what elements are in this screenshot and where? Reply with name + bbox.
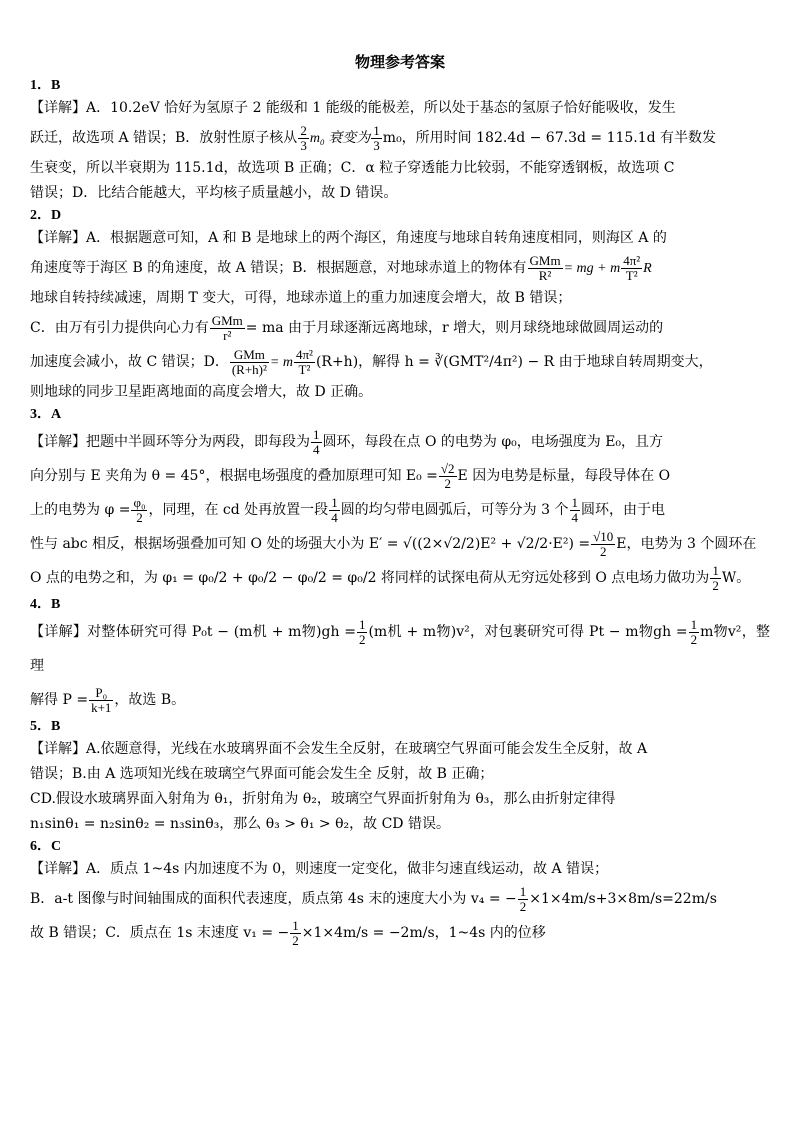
answer-page: [30, 52, 770, 950]
q2-heading: 2．D: [30, 208, 62, 223]
q1-text: m₀ 衰变为: [309, 131, 371, 146]
q2-text: = mg + m: [563, 261, 621, 276]
fraction: [621, 254, 642, 283]
denominator: T²: [298, 361, 311, 377]
fraction: [439, 462, 457, 491]
fraction: [689, 618, 700, 647]
denominator: 2: [292, 932, 299, 948]
q6-text: ×1×4m/s = −2m/s，1~4s 内的位移: [301, 925, 546, 941]
numerator: 1: [690, 616, 698, 632]
numerator: 1: [373, 122, 380, 138]
fraction: [294, 348, 315, 377]
q3-text: E 因为电势是标量，每段导体在 O: [457, 468, 671, 484]
fraction: [329, 496, 340, 525]
numerator: 1: [519, 883, 527, 899]
q2-text: 角速度等于海区 B 的角速度，故 A 错误；B．根据题意，对地球赤道上的物体有: [30, 260, 527, 276]
q4-text: 【详解】对整体研究可得 P₀t − (m机 + m物)gh =: [30, 624, 356, 640]
q1-text: m₀，所用时间 182.4d − 67.3d = 115.1d 有半数发: [382, 130, 717, 146]
denominator: 2: [136, 509, 143, 525]
q6-line-3: [30, 916, 770, 950]
q3-text: O 点的电势之和，为 φ₁ = φ₀/2 + φ₀/2 − φ₀/2 = φ₀/2 将同样的试探电荷从无穷远处移到 O 点电场力做功为: [30, 570, 710, 586]
q4-line-2: [30, 683, 770, 717]
fraction: [371, 124, 382, 153]
q6-text: B．a-t 图像与时间轴围成的面积代表速度，质点第 4s 末的速度大小为 v₄ = −: [30, 891, 517, 907]
q5-line-2: 错误；B.由 A 选项知光线在玻璃空气界面可能会发生全 反射，故 B 正确；: [30, 766, 494, 782]
q1-line-4: 错误；D．比结合能越大，平均核子质量越小，故 D 错误。: [30, 185, 398, 201]
q2-text: 加速度会减小，故 C 错误；D．: [30, 354, 229, 370]
denominator: 4: [331, 509, 338, 525]
q3-text: 圆环，由于电: [581, 502, 665, 518]
denominator: 3: [300, 137, 307, 153]
numerator: √10: [593, 528, 614, 544]
q1-heading: 1．B: [30, 78, 61, 93]
q5-line-1: 【详解】A.依题意得，光线在水玻璃界面不会发生全反射，在玻璃空气界面可能会发生全反射，故 A: [30, 741, 648, 757]
q1-line-3: 生衰变，所以半衰期为 115.1d，故选项 B 正确；C．α 粒子穿透能力比较弱，不能穿透钢板，故选项 C: [30, 160, 675, 176]
q3-text: 圆的均匀带电圆弧后，可等分为 3 个: [340, 502, 569, 518]
fraction: [357, 618, 368, 647]
q5-line-4: n₁sinθ₁ = n₂sinθ₂ = n₃sinθ₃，那么 θ₃ > θ₁ > θ₂，故 CD 错误。: [30, 816, 450, 832]
q5-heading: 5．B: [30, 719, 61, 734]
numerator: 1: [313, 426, 320, 442]
denominator: T²: [625, 267, 638, 283]
q6-line-2: [30, 882, 770, 916]
q2-text: R: [643, 261, 652, 276]
q3-text: 向分别与 E 夹角为 θ = 45°，根据电场强度的叠加原理可知 E₀ =: [30, 468, 438, 484]
q3-text: 性与 abc 相反，根据场强叠加可知 O 处的场强大小为 E′ = √((2×√2/2)E² + √2/2·E²) =: [30, 536, 591, 552]
q3-heading: 3．A: [30, 407, 62, 422]
numerator: 1: [292, 917, 299, 933]
numerator: GMm: [211, 312, 243, 328]
q4-heading: 4．B: [30, 597, 61, 612]
denominator: 4: [313, 441, 320, 457]
fraction: [298, 124, 309, 153]
q1-line-2: [30, 121, 770, 156]
numerator: 1: [712, 562, 719, 578]
q2-line-3: 地球自转持续减速，周期 T 变大，可得，地球赤道上的重力加速度会增大，故 B 错误；: [30, 290, 572, 306]
fraction: [518, 885, 529, 914]
numerator: 4π²: [623, 252, 641, 268]
denominator: k+1: [91, 699, 112, 715]
denominator: 2: [712, 577, 719, 593]
q3-line-3: [30, 493, 770, 527]
numerator: GMm: [230, 348, 269, 363]
denominator: 2: [690, 631, 698, 647]
q4-text: (m机 + m物)v²，对包裹研究可得 Pt − m物gh =: [368, 624, 688, 640]
numerator: 1: [571, 494, 578, 510]
q4-line-1: [30, 615, 770, 683]
fraction: [528, 254, 563, 283]
numerator: 2: [300, 122, 307, 138]
numerator: 4π²: [295, 346, 313, 362]
fraction: [570, 496, 581, 525]
fraction: [311, 428, 322, 457]
q6-heading: 6．C: [30, 839, 62, 854]
q3-line-1: [30, 425, 770, 459]
denominator: 4: [571, 509, 578, 525]
q2-line-1: 【详解】A．根据题意可知，A 和 B 是地球上的两个海区，角速度与地球自转角速度相同，则海区 A 的: [30, 230, 667, 246]
numerator: GMm: [529, 252, 561, 268]
q3-text: 圆环，每段在点 O 的电势为 φ₀，电场强度为 E₀，且方: [322, 434, 664, 450]
q3-line-4: [30, 527, 770, 561]
q6-text: ×1×4m/s+3×8m/s=22m/s: [529, 891, 717, 907]
denominator: 2: [358, 631, 366, 647]
q3-text: 【详解】把题中半圆环等分为两段，即每段为: [30, 434, 310, 450]
q1-line-1: 【详解】A．10.2eV 恰好为氢原子 2 能级和 1 能级的能极差，所以处于基态的氢原子恰好能吸收，发生: [30, 100, 676, 116]
denominator: 2: [519, 898, 527, 914]
numerator: 1: [331, 494, 338, 510]
fraction: [131, 496, 147, 525]
denominator: 2: [599, 543, 607, 559]
q2-line-4: [30, 311, 770, 345]
numerator: 1: [358, 616, 366, 632]
numerator: √2: [440, 460, 455, 476]
q4-text: m物v²，整理: [30, 624, 770, 674]
q4-text: 解得 P =: [30, 692, 89, 708]
q3-line-2: [30, 459, 770, 493]
fraction: [230, 348, 269, 377]
q2-text: = ma 由于月球逐渐远离地球，r 增大，则月球绕地球做圆周运动的: [245, 320, 664, 336]
q3-text: ，同理，在 cd 处再放置一段: [148, 502, 329, 518]
q3-text: E，电势为 3 个圆环在: [616, 536, 757, 552]
q2-text: (R+h)，解得 h = ∛(GMT²/4π²) − R 由于地球自转周期变大，: [315, 354, 713, 370]
q3-line-5: [30, 561, 770, 595]
fraction: [591, 530, 615, 559]
denominator: 3: [373, 137, 380, 153]
denominator: 2: [444, 475, 451, 491]
q5-line-3: CD.假设水玻璃界面入射角为 θ₁，折射角为 θ₂，玻璃空气界面折射角为 θ₃，那么由折射定律得: [30, 791, 616, 807]
q6-line-1: 【详解】A．质点 1~4s 内加速度不为 0，则速度一定变化，做非匀速直线运动，故 A 错误；: [30, 861, 609, 877]
q2-text: = m: [269, 355, 293, 370]
fraction: [89, 686, 113, 715]
denominator: (R+h)²: [231, 361, 267, 377]
q6-text: 故 B 错误；C．质点在 1s 末速度 v₁ = −: [30, 925, 290, 941]
q3-text: 上的电势为 φ =: [30, 502, 131, 518]
q4-text: ，故选 B。: [114, 692, 186, 708]
q3-text: W。: [721, 570, 751, 586]
fraction: [710, 564, 721, 593]
q2-line-5: [30, 345, 770, 380]
denominator: r²: [223, 327, 232, 343]
numerator: φ₀: [133, 494, 146, 510]
q2-line-6: 则地球的同步卫星距离地面的高度会增大，故 D 正确。: [30, 384, 373, 400]
fraction: [290, 919, 301, 948]
numerator: P₀: [89, 686, 113, 701]
q2-line-2: [30, 251, 770, 286]
q2-text: C．由万有引力提供向心力有: [30, 320, 209, 336]
q1-text: 跃迁，故选项 A 错误；B．放射性原子核从: [30, 130, 298, 146]
page-title: 物理参考答案: [354, 53, 445, 71]
fraction: [210, 314, 245, 343]
denominator: R²: [538, 267, 552, 283]
